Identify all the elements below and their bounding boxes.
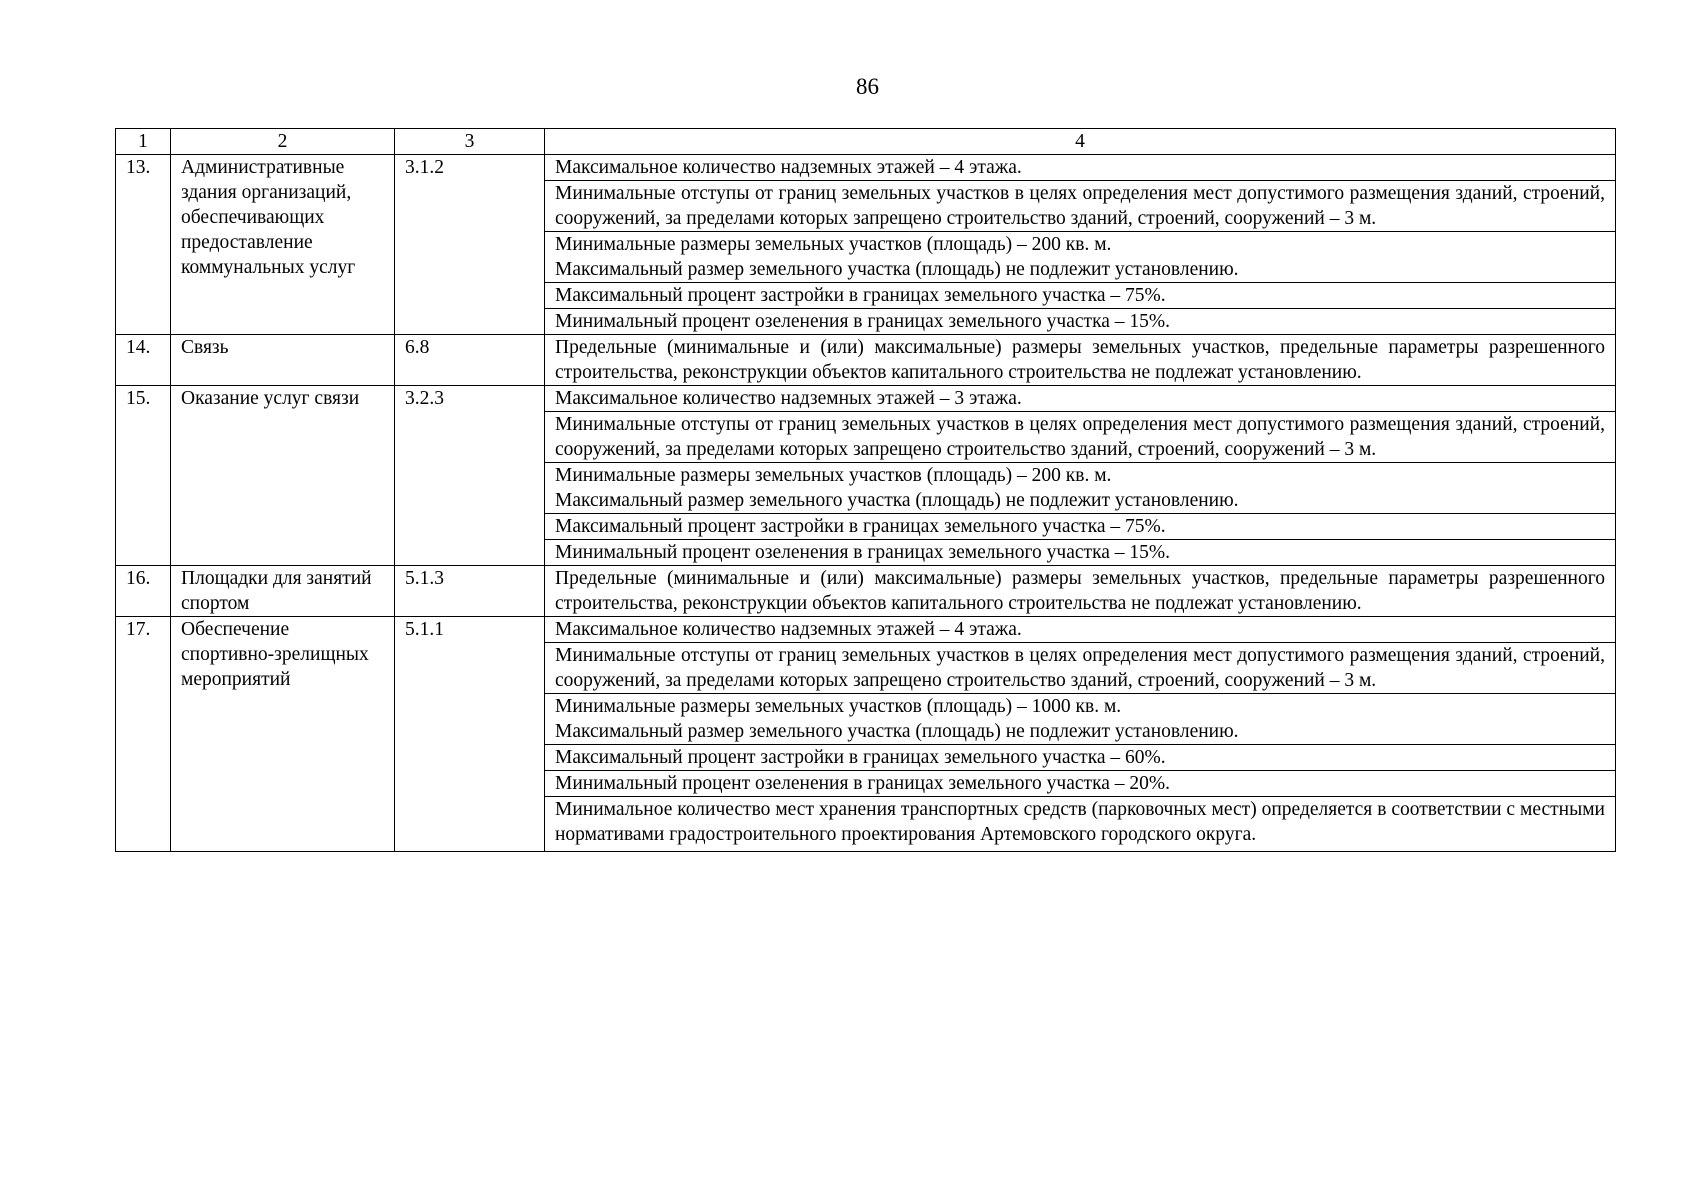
parameter-text: Предельные (минимальные и (или) максимальные) размеры земельных участков, предельные параметры разрешенного строительства, реконструкции объектов капитального строительства не подлежат установлению. [555,337,1605,383]
table-row [116,155,1616,181]
parameter-text: Минимальные размеры земельных участков (площадь) – 200 кв. м. [555,234,1112,255]
use-name-cell: Административные здания организаций, обеспечивающих предоставление коммунальных услуг [171,155,395,335]
row-number-cell: 14. [116,335,171,386]
row-number-cell: 13. [116,155,171,335]
use-code-cell: 6.8 [395,335,545,386]
row-number-cell: 15. [116,386,171,566]
parameter-cell [545,540,1616,566]
header-cell-3: 3 [395,129,545,155]
table-row [116,386,1616,412]
header-cell-1: 1 [116,129,171,155]
table-row [116,335,1616,386]
row-number-cell: 17. [116,617,171,852]
parameter-text: Минимальные отступы от границ земельных участков в целях определения мест допустимого размещения зданий, строений, сооружений, за пределами которых запрещено строительство зданий, строений, сооружений – 3 м. [555,414,1605,460]
parameter-cell [545,155,1616,181]
parameter-text: Максимальное количество надземных этажей – 4 этажа. [555,157,1022,178]
parameter-text: Минимальные отступы от границ земельных участков в целях определения мест допустимого размещения зданий, строений, сооружений, за пределами которых запрещено строительство зданий, строений, сооружений – 3 м. [555,183,1605,229]
use-code-cell: 5.1.1 [395,617,545,852]
use-name-cell: Оказание услуг связи [171,386,395,566]
use-name-cell: Обеспечение спортивно-зрелищных мероприятий [171,617,395,852]
parameter-text: Максимальный процент застройки в границах земельного участка – 75%. [555,285,1166,306]
parameter-cell [545,514,1616,540]
parameter-text: Минимальное количество мест хранения транспортных средств (парковочных мест) определяется в соответствии с местными нормативами градостроительного проектирования Артемовского городского округа. [555,799,1605,845]
parameter-text: Минимальный процент озеленения в границах земельного участка – 15%. [555,311,1171,332]
parameter-cell [545,566,1616,617]
use-code-cell: 3.1.2 [395,155,545,335]
table-header-row [116,129,1616,155]
parameter-cell [545,309,1616,335]
parameter-cell [545,412,1616,463]
use-code-cell: 5.1.3 [395,566,545,617]
parameter-cell [545,181,1616,232]
row-number-cell: 16. [116,566,171,617]
regulations-table [115,128,1616,852]
page-number: 86 [856,74,879,99]
use-name-cell: Площадки для занятий спортом [171,566,395,617]
table-row [116,566,1616,617]
parameter-cell [545,745,1616,771]
parameter-text: Минимальный процент озеленения в границах земельного участка – 15%. [555,542,1171,563]
parameter-text: Предельные (минимальные и (или) максимальные) размеры земельных участков, предельные параметры разрешенного строительства, реконструкции объектов капитального строительства не подлежат установлению. [555,568,1605,614]
header-cell-4: 4 [545,129,1616,155]
parameter-cell [545,797,1616,852]
use-name-cell: Связь [171,335,395,386]
parameter-text: Максимальный процент застройки в границах земельного участка – 75%. [555,516,1166,537]
parameter-cell [545,283,1616,309]
parameter-text: Максимальное количество надземных этажей – 3 этажа. [555,388,1022,409]
use-code-cell: 3.2.3 [395,386,545,566]
table-row [116,617,1616,643]
parameter-cell [545,463,1616,514]
parameter-text: Максимальный размер земельного участка (площадь) не подлежит установлению. [555,259,1239,280]
parameter-text: Минимальные отступы от границ земельных участков в целях определения мест допустимого размещения зданий, строений, сооружений, за пределами которых запрещено строительство зданий, строений, сооружений – 3 м. [555,645,1605,691]
parameter-cell [545,232,1616,283]
parameter-cell [545,386,1616,412]
parameter-cell [545,335,1616,386]
parameter-text: Максимальный размер земельного участка (площадь) не подлежит установлению. [555,721,1239,742]
parameter-cell [545,617,1616,643]
parameter-cell [545,771,1616,797]
parameter-text: Максимальный размер земельного участка (площадь) не подлежит установлению. [555,490,1239,511]
parameter-text: Максимальное количество надземных этажей – 4 этажа. [555,619,1022,640]
parameter-text: Минимальные размеры земельных участков (площадь) – 200 кв. м. [555,465,1112,486]
parameter-text: Минимальные размеры земельных участков (площадь) – 1000 кв. м. [555,696,1122,717]
regulations-table-body [116,129,1616,852]
parameter-text: Максимальный процент застройки в границах земельного участка – 60%. [555,747,1166,768]
parameter-cell [545,643,1616,694]
parameter-cell [545,694,1616,745]
header-cell-2: 2 [171,129,395,155]
parameter-text: Минимальный процент озеленения в границах земельного участка – 20%. [555,773,1171,794]
